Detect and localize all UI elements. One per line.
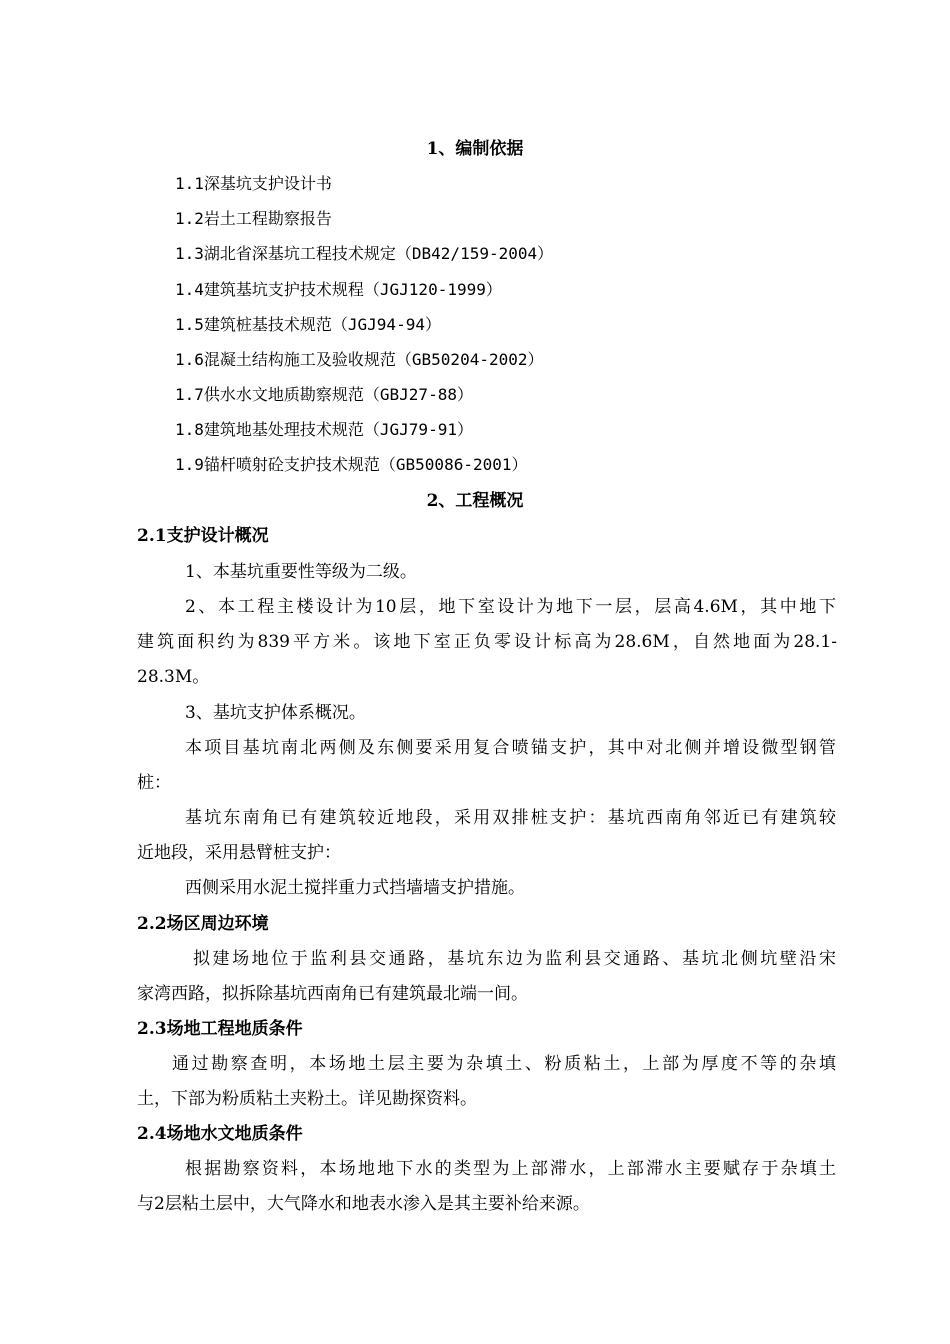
subsection-2-3-heading: 2.3场地工程地质条件: [137, 1019, 303, 1039]
paragraph-2-1-1: 1、本基坑重要性等级为二级。: [185, 562, 417, 582]
paragraph-2-4-line-2: 与2层粘土层中，大气降水和地表水渗入是其主要补给来源。: [137, 1194, 590, 1214]
paragraph-2-1-4-line-2: 桩：: [137, 773, 171, 793]
reference-item-6: 1.6混凝土结构施工及验收规范（GB50204-2002）: [175, 350, 544, 369]
paragraph-2-1-3: 3、基坑支护体系概况。: [185, 703, 366, 723]
subsection-2-1-heading: 2.1支护设计概况: [137, 526, 269, 546]
reference-item-3: 1.3湖北省深基坑工程技术规定（DB42/159-2004）: [175, 244, 554, 263]
paragraph-2-3-line-1: 通过勘察查明，本场地土层主要为杂填土、粉质粘土，上部为厚度不等的杂填: [172, 1054, 836, 1074]
paragraph-2-1-5-line-1: 基坑东南角已有建筑较近地段，采用双排桩支护：基坑西南角邻近已有建筑较: [185, 808, 836, 828]
paragraph-2-1-2-line-1: 2、本工程主楼设计为10层，地下室设计为地下一层，层高4.6M，其中地下: [185, 597, 836, 617]
paragraph-2-1-2-line-2: 建筑面积约为839平方米。该地下室正负零设计标高为28.6M，自然地面为28.1-: [137, 632, 837, 652]
reference-item-1: 1.1深基坑支护设计书: [175, 174, 332, 193]
paragraph-2-1-4-line-1: 本项目基坑南北两侧及东侧要采用复合喷锚支护，其中对北侧并增设微型钢管: [185, 738, 836, 758]
paragraph-2-4-line-1: 根据勘察资料，本场地地下水的类型为上部滞水，上部滞水主要赋存于杂填土: [185, 1159, 836, 1179]
subsection-2-2-heading: 2.2场区周边环境: [137, 914, 269, 934]
subsection-2-4-heading: 2.4场地水文地质条件: [137, 1124, 303, 1144]
reference-item-8: 1.8建筑地基处理技术规范（JGJ79-91）: [175, 420, 473, 439]
paragraph-2-2-line-2: 家湾西路，拟拆除基坑西南角已有建筑最北端一间。: [137, 984, 528, 1004]
section-1-heading: 1、编制依据: [426, 139, 524, 159]
paragraph-2-1-2-line-3: 28.3M。: [137, 667, 210, 687]
reference-item-9: 1.9锚杆喷射砼支护技术规范（GB50086-2001）: [175, 455, 528, 474]
paragraph-2-3-line-2: 土，下部为粉质粘土夹粉土。详见勘探资料。: [137, 1089, 477, 1109]
paragraph-2-1-5-line-2: 近地段，采用悬臂桩支护：: [137, 843, 341, 863]
reference-item-7: 1.7供水水文地质勘察规范（GBJ27-88）: [175, 385, 473, 404]
reference-item-4: 1.4建筑基坑支护技术规程（JGJ120-1999）: [175, 280, 502, 299]
paragraph-2-1-6: 西侧采用水泥土搅拌重力式挡墙墙支护措施。: [185, 878, 525, 898]
section-2-heading: 2、工程概况: [426, 491, 524, 511]
paragraph-2-2-line-1: 拟建场地位于监利县交通路，基坑东边为监利县交通路、基坑北侧坑壁沿宋: [193, 949, 836, 969]
reference-item-2: 1.2岩土工程勘察报告: [175, 209, 332, 228]
reference-item-5: 1.5建筑桩基技术规范（JGJ94-94）: [175, 315, 441, 334]
